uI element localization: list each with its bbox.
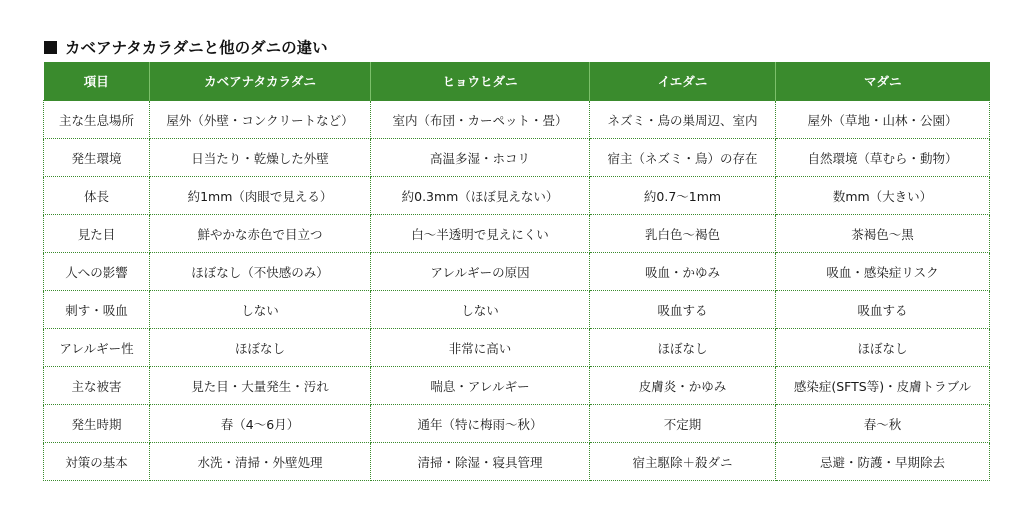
table-cell: 不定期 <box>590 405 776 443</box>
table-cell: 春〜秋 <box>776 405 990 443</box>
table-cell: 忌避・防護・早期除去 <box>776 443 990 481</box>
header-item: 項目 <box>44 62 150 101</box>
table-cell: 屋外（外壁・コンクリートなど） <box>150 101 371 139</box>
table-cell: 吸血・かゆみ <box>590 253 776 291</box>
row-label: 主な被害 <box>44 367 150 405</box>
table-cell: 乳白色〜褐色 <box>590 215 776 253</box>
table-cell: 宿主（ネズミ・鳥）の存在 <box>590 139 776 177</box>
table-row <box>44 405 990 443</box>
table-cell: 皮膚炎・かゆみ <box>590 367 776 405</box>
table-cell: 水洗・清掃・外壁処理 <box>150 443 371 481</box>
table-cell: ほぼなし（不快感のみ） <box>150 253 371 291</box>
header-kabeana: カベアナタカラダニ <box>150 62 371 101</box>
table-cell: 高温多湿・ホコリ <box>371 139 590 177</box>
table-cell: ほぼなし <box>150 329 371 367</box>
table-cell: しない <box>150 291 371 329</box>
page-title-text: カベアナタカラダニと他のダニの違い <box>65 39 328 57</box>
table-cell: ほぼなし <box>590 329 776 367</box>
row-label: 主な生息場所 <box>44 101 150 139</box>
table-row <box>44 215 990 253</box>
table-row <box>44 329 990 367</box>
table-cell: 鮮やかな赤色で目立つ <box>150 215 371 253</box>
row-label: 人への影響 <box>44 253 150 291</box>
table-cell: 清掃・除湿・寝具管理 <box>371 443 590 481</box>
table-row <box>44 253 990 291</box>
table-cell: 吸血・感染症リスク <box>776 253 990 291</box>
table-cell: ほぼなし <box>776 329 990 367</box>
row-label: 発生時期 <box>44 405 150 443</box>
table-header-row <box>44 62 990 101</box>
table-cell: 屋外（草地・山林・公園） <box>776 101 990 139</box>
table-cell: 約0.7〜1mm <box>590 177 776 215</box>
row-label: 対策の基本 <box>44 443 150 481</box>
table-cell: 白〜半透明で見えにくい <box>371 215 590 253</box>
table-cell: 吸血する <box>776 291 990 329</box>
table-row <box>44 139 990 177</box>
table-row <box>44 177 990 215</box>
square-bullet-icon <box>44 41 57 54</box>
page-title <box>44 36 328 58</box>
table-cell: 日当たり・乾燥した外壁 <box>150 139 371 177</box>
table-row <box>44 367 990 405</box>
row-label: 見た目 <box>44 215 150 253</box>
table-cell: アレルギーの原因 <box>371 253 590 291</box>
table-cell: 見た目・大量発生・汚れ <box>150 367 371 405</box>
table-cell: 吸血する <box>590 291 776 329</box>
header-ieda: イエダニ <box>590 62 776 101</box>
table-cell: 約1mm（肉眼で見える） <box>150 177 371 215</box>
table-cell: 茶褐色〜黒 <box>776 215 990 253</box>
row-label: 発生環境 <box>44 139 150 177</box>
table-row <box>44 443 990 481</box>
table-cell: 非常に高い <box>371 329 590 367</box>
row-label: アレルギー性 <box>44 329 150 367</box>
table-cell: 春（4〜6月） <box>150 405 371 443</box>
table-cell: 約0.3mm（ほぼ見えない） <box>371 177 590 215</box>
table-cell: 数mm（大きい） <box>776 177 990 215</box>
table-cell: 室内（布団・カーペット・畳） <box>371 101 590 139</box>
table-cell: しない <box>371 291 590 329</box>
table-cell: 感染症(SFTS等)・皮膚トラブル <box>776 367 990 405</box>
table-cell: 宿主駆除＋殺ダニ <box>590 443 776 481</box>
table-cell: 通年（特に梅雨〜秋） <box>371 405 590 443</box>
header-hyouhi: ヒョウヒダニ <box>371 62 590 101</box>
row-label: 刺す・吸血 <box>44 291 150 329</box>
row-label: 体長 <box>44 177 150 215</box>
table-row <box>44 101 990 139</box>
header-mada: マダニ <box>776 62 990 101</box>
comparison-table <box>43 62 990 481</box>
table-cell: 自然環境（草むら・動物） <box>776 139 990 177</box>
table-cell: ネズミ・鳥の巣周辺、室内 <box>590 101 776 139</box>
table-cell: 喘息・アレルギー <box>371 367 590 405</box>
table-row <box>44 291 990 329</box>
